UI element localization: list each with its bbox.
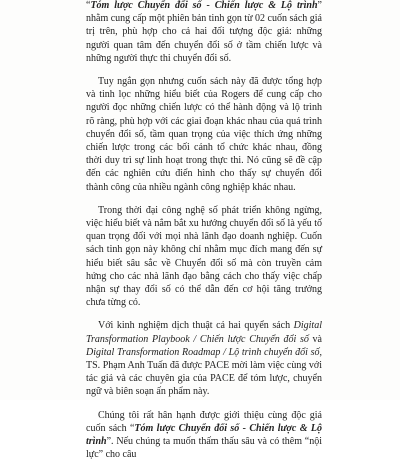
paragraph-summary	[86, 75, 322, 194]
paragraph-text: Chúng tôi rất hân hạnh được giới thiệu cùng độc giả cuốn sách	[86, 409, 322, 434]
quote-open: “	[129, 422, 135, 434]
paragraph-intro	[86, 0, 322, 65]
paragraph-text: , TS. Phạm Anh Tuấn đã được PACE mời làm việc cùng với tác giả và các chuyên gia của PACE để tóm lược, chuyển ngữ và biên soạn ấn phẩm này.	[86, 346, 322, 398]
book-title-emphasis: Tóm lược Chuyển đổi số - Chiến lược & Lộ trình	[86, 422, 322, 448]
quote-close: ”	[317, 0, 322, 11]
book-title-emphasis: Tóm lược Chuyển đổi số - Chiến lược & Lộ trình	[90, 0, 318, 11]
paragraph-text: Tuy ngắn gọn nhưng cuốn sách này đã được tổng hợp và tinh lọc những hiểu biết của Rogers để cung cấp cho người đọc những chiến lược có thể hành động và lộ trình rõ ràng, phù hợp với các giai đoạn khác nhau của quá trình chuyển đổi số, tầm quan trọng của việc thích ứng những chiến lược trong các bối cảnh tổ chức khác nhau, đồng thời duy trì sự linh hoạt trong thực thi. Nó cũng sẽ đề cập đến các nghiên cứu điển hình cho thấy sự chuyển đổi thành công của nhiều ngành công nghiệp khác nhau.	[86, 76, 322, 193]
paragraph-introduction	[86, 409, 322, 462]
paragraph-text: và	[308, 333, 322, 345]
page-body	[86, 0, 322, 472]
quote-open: “	[86, 0, 91, 11]
paragraph-text: nhằm cung cấp một phiên bản tinh gọn từ 02 cuốn sách giá trị trên, phù hợp cho cả hai đối tượng độc giả: những người quan tâm đến chuyển đổi số ở tầm chiến lược và những người thực thi chuyển đổi số.	[86, 13, 322, 64]
paragraph-digital-era	[86, 204, 322, 310]
book-title-roadmap: Digital Transformation Roadmap / Lộ trình chuyển đổi số	[86, 346, 320, 358]
quote-close: ”	[106, 436, 112, 448]
paragraph-translator	[86, 319, 322, 398]
book-title-playbook: Digital Transformation Playbook / Chiến lược Chuyển đổi số	[86, 320, 322, 345]
paragraph-text: Trong thời đại công nghệ số phát triển không ngừng, việc hiểu biết và nắm bắt xu hướng chuyển đổi số là yếu tố quan trọng đối với mọi nhà lãnh đạo doanh nghiệp. Cuốn sách tinh gọn này không chỉ nhằm mục đích mang đến sự hiểu biết sâu sắc về Chuyển đổi số mà còn truyền cảm hứng cho các nhà lãnh đạo bằng cách cho thấy việc chấp nhận sự thay đổi số có thể dẫn đến cơ hội tăng trưởng chưa từng có.	[86, 204, 322, 309]
paragraph-text: . Nếu chúng ta muốn thấm thấu sâu và có thêm “nội lực” cho câu	[86, 436, 322, 461]
paragraph-text: Với kinh nghiệm dịch thuật cả hai quyển sách	[98, 320, 294, 332]
